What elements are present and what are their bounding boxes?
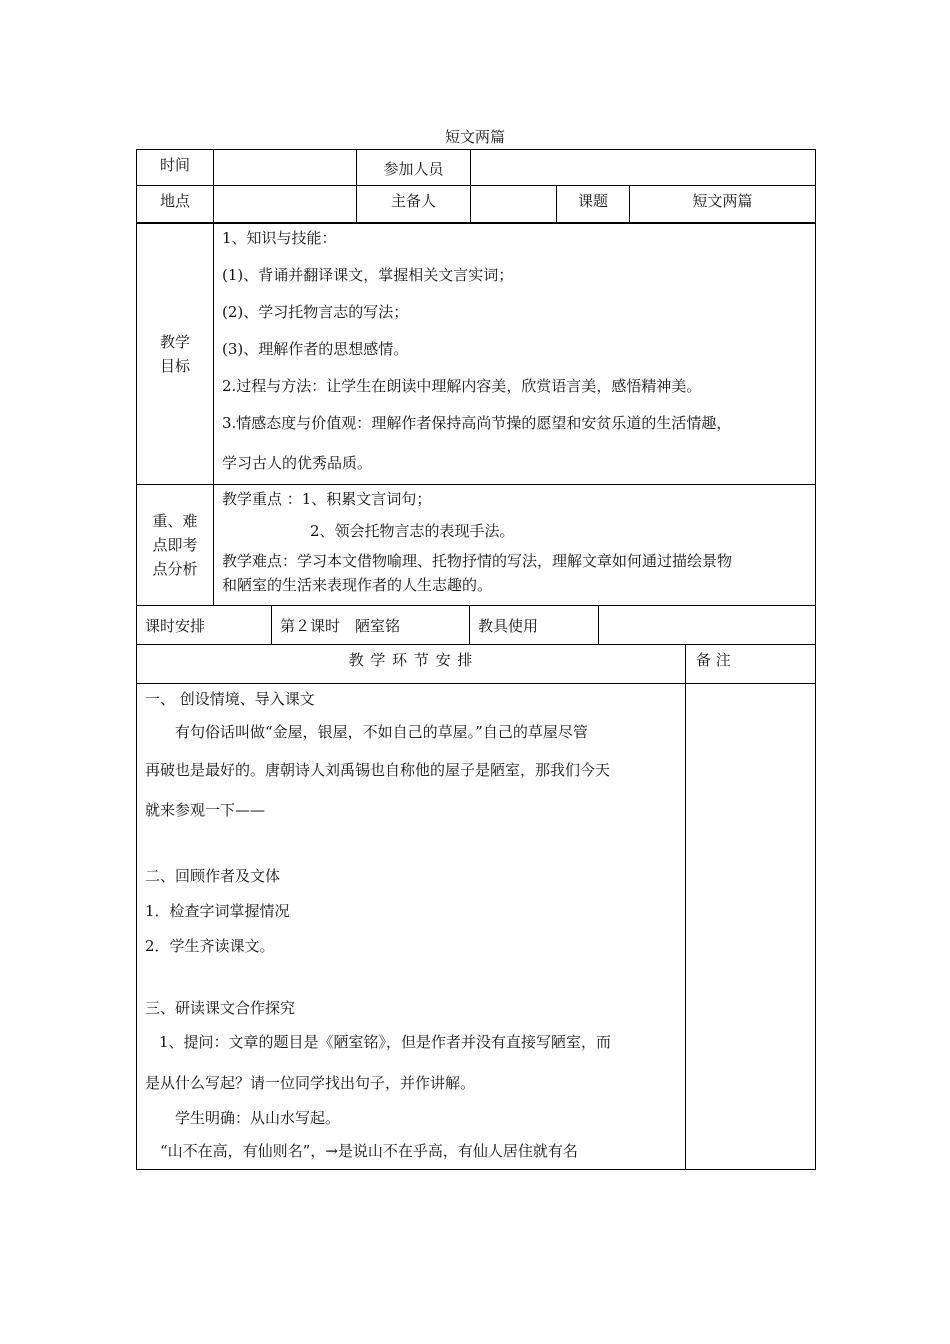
paragraph-line: 学生明确：从山水写起。 [175, 1109, 341, 1127]
difficulty-line2: 和陋室的生活来表现作者的人生志趣的。 [222, 576, 493, 594]
notes-header: 备 注 [686, 645, 816, 684]
goal-line: 2.过程与方法：让学生在朗读中理解内容美，欣赏语言美，感悟精神美。 [222, 377, 702, 395]
section-title: 二、回顾作者及文体 [145, 867, 281, 885]
process-content [137, 684, 686, 1170]
key-point-line2: 2、领会托物言志的表现手法。 [310, 522, 515, 540]
focus-label-line2: 点即考 [152, 536, 198, 554]
section-title: 三、研读课文合作探究 [145, 999, 296, 1017]
schedule-table [136, 605, 816, 645]
goal-line: (2)、学习托物言志的写法； [222, 303, 409, 321]
goal-line: (1)、背诵并翻译课文，掌握相关文言实词； [222, 266, 514, 284]
list-item: 2．学生齐读课文。 [145, 937, 275, 955]
time-label: 时间 [137, 150, 214, 186]
paragraph-line: “山不在高，有仙则名”，→是说山不在乎高，有仙人居住就有名 [160, 1142, 578, 1160]
place-value[interactable] [214, 186, 357, 224]
list-item: 1．检查字词掌握情况 [145, 902, 290, 920]
focus-label-line3: 点分析 [152, 560, 198, 578]
topic-label: 课题 [557, 186, 630, 224]
goal-line: 学习古人的优秀品质。 [222, 454, 373, 472]
goals-label-line1: 教学 [159, 332, 190, 351]
header-table [136, 149, 816, 224]
goals-table [136, 222, 816, 606]
time-value[interactable] [214, 150, 357, 186]
schedule-label: 课时安排 [137, 606, 272, 645]
section-title: 一、 创设情境、导入课文 [145, 690, 315, 708]
goals-label [137, 223, 214, 485]
goals-label-line2: 目标 [159, 356, 190, 375]
paragraph-line: 是从什么写起？请一位同学找出句子，并作讲解。 [145, 1074, 476, 1092]
process-table [136, 644, 816, 1170]
schedule-value: 第２课时 陋室铭 [272, 606, 470, 645]
goal-line: 3.情感态度与价值观：理解作者保持高尚节操的愿望和安贫乐道的生活情趣， [222, 414, 732, 432]
tools-value[interactable] [599, 606, 816, 645]
key-point-line1: 教学重点 ：1、积累文言词句； [222, 490, 432, 508]
preparer-label: 主备人 [357, 186, 471, 224]
place-label: 地点 [137, 186, 214, 224]
paragraph-line: 有句俗话叫做“金屋，银屋，不如自己的草屋。”自己的草屋尽管 [175, 723, 588, 741]
preparer-value[interactable] [471, 186, 557, 224]
goal-line: (3)、理解作者的思想感情。 [222, 340, 409, 358]
process-header: 教 学 环 节 安 排 [137, 645, 686, 684]
participants-label: 参加人员 [357, 150, 471, 186]
page-title: 短文两篇 [444, 128, 505, 146]
participants-value[interactable] [471, 150, 816, 186]
notes-content[interactable] [686, 684, 816, 1170]
paragraph-line: 再破也是最好的。唐朝诗人刘禹锡也自称他的屋子是陋室，那我们今天 [145, 761, 611, 779]
topic-value: 短文两篇 [630, 186, 816, 224]
difficulty-line1: 教学难点：学习本文借物喻理、托物抒情的写法，理解文章如何通过描绘景物 [222, 552, 733, 570]
paragraph-line: 1、提问：文章的题目是《陋室铭》，但是作者并没有直接写陋室，而 [159, 1033, 612, 1051]
focus-label-line1: 重、难 [152, 512, 198, 530]
focus-content [214, 485, 816, 606]
goals-content [214, 223, 816, 485]
paragraph-line: 就来参观一下—— [145, 801, 266, 819]
focus-label [137, 485, 214, 606]
goal-line: 1、知识与技能： [222, 229, 337, 247]
tools-label: 教具使用 [470, 606, 599, 645]
